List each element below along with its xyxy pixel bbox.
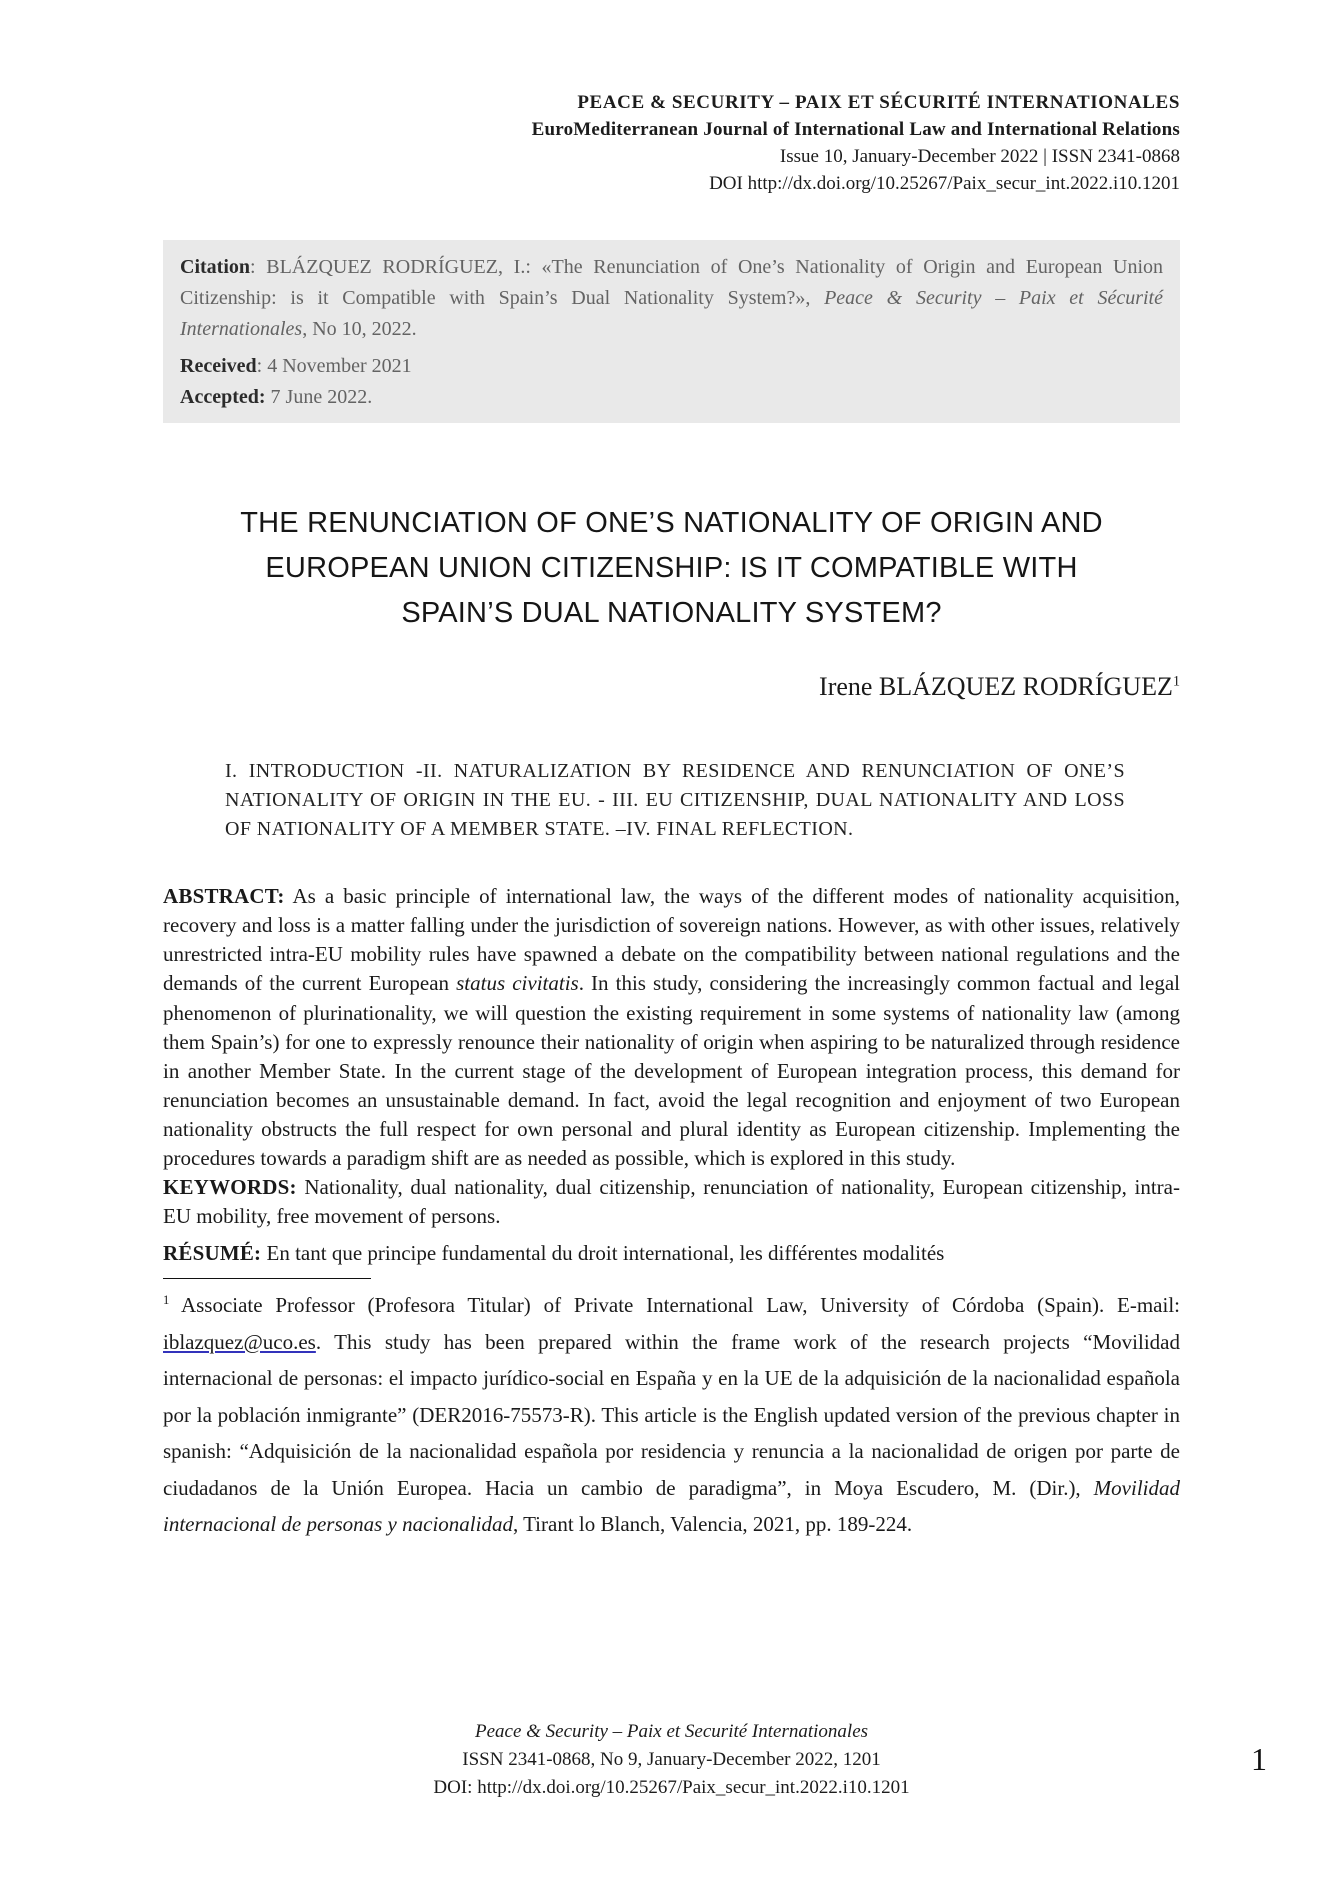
issue-line: Issue 10, January-December 2022 | ISSN 2341-0868 (779, 145, 1180, 167)
received-label: Received (180, 354, 257, 377)
article-title-line-2: EUROPEAN UNION CITIZENSHIP: IS IT COMPATIBLE WITH (265, 551, 1078, 584)
citation-journal-name: Peace & Security – Paix et Sécurité Internationales (180, 286, 1163, 340)
citation-paragraph (180, 252, 1163, 345)
abstract-italic-term: status civitatis (456, 971, 579, 996)
article-body (163, 882, 1180, 1268)
accepted-line (180, 382, 1163, 413)
resume-text: En tant que principe fundamental du droit international, les différentes modalités (261, 1241, 945, 1266)
keywords-label: KEYWORDS: (163, 1175, 297, 1200)
footnote-ref-marker: 1 (163, 1293, 170, 1308)
page-footer (163, 1718, 1180, 1802)
article-title (163, 501, 1180, 636)
footnote-segment-3: , Tirant lo Blanch, Valencia, 2021, pp. 189-224. (512, 1512, 913, 1537)
received-value: : 4 November 2021 (256, 354, 412, 377)
footer-doi-line: DOI: http://dx.doi.org/10.25267/Paix_secur_int.2022.i10.1201 (433, 1777, 910, 1799)
author-line (163, 672, 1180, 702)
footnote-segment-2: . This study has been prepared within the frame work of the research projects “Movilidad internacional de personas: el impacto jurídico-social en España y en la UE de la adquisición de la nacionalidad española por la población inmigrante” (DER2016-75573-R). This article is the English updated version of the previous chapter in spanish: “Adquisición de la nacionalidad española por residencia y renuncia a la nacionalidad de origen por parte de ciudadanos de la Unión Europea. Hacia un cambio de paradigma”, in Moya Escudero, M. (Dir.), (163, 1329, 1180, 1500)
abstract-segment-1: As a basic principle of international law, the ways of the different modes of nationality acquisition, recovery and loss is a matter falling under the jurisdiction of sovereign nations. However, as with other issues, relatively unrestricted intra-EU mobility rules have spawned a debate on the compatibility between national regulations and the demands of the current European (163, 884, 1180, 996)
author-footnote-ref: 1 (1172, 673, 1180, 690)
abstract-segment-2: . In this study, considering the increasingly common factual and legal phenomenon of plurinationality, we will question the existing requirement in some systems of nationality law (among them Spain’s) for one to expressly renounce their nationality of origin when aspiring to be naturalized through residence in another Member State. In the current stage of the development of European integration process, this demand for renunciation becomes an unsustainable demand. In fact, avoid the legal recognition and enjoyment of two European nationality obstructs the full respect for own personal and plural identity as European citizenship. Implementing the procedures towards a paradigm shift are as needed as possible, which is explored in this study. (163, 971, 1180, 1170)
footnote-book-title: Movilidad internacional de personas y nacionalidad (163, 1475, 1180, 1537)
journal-masthead (163, 90, 1180, 198)
resume-paragraph (163, 1239, 1180, 1268)
citation-box (163, 240, 1180, 423)
resume-label: RÉSUMÉ: (163, 1241, 262, 1266)
accepted-value: 7 June 2022. (265, 385, 373, 408)
citation-label: Citation (180, 255, 250, 278)
footnote-1 (163, 1287, 1180, 1543)
keywords-paragraph (163, 1173, 1180, 1231)
abstract-paragraph (163, 882, 1180, 1173)
footer-journal-name: Peace & Security – Paix et Securité Internationales (474, 1721, 869, 1743)
abstract-label: ABSTRACT: (163, 884, 285, 909)
article-title-line-3: SPAIN’S DUAL NATIONALITY SYSTEM? (401, 596, 942, 629)
journal-subtitle: EuroMediterranean Journal of International Law and International Relations (531, 118, 1180, 140)
footnote-segment-1: Associate Professor (Profesora Titular) of Private International Law, University of Córdoba (Spain). E-mail: (169, 1293, 1180, 1318)
received-line (180, 351, 1163, 382)
header-doi-line: DOI http://dx.doi.org/10.25267/Paix_secur_int.2022.i10.1201 (709, 172, 1180, 194)
citation-body: : BLÁZQUEZ RODRÍGUEZ, I.: «The Renunciation of One’s Nationality of Origin and European Union Citizenship: is it Compatible with Spain’s Dual Nationality System?», (180, 255, 1163, 309)
author-name: Irene BLÁZQUEZ RODRÍGUEZ (819, 671, 1173, 701)
footer-issn-line: ISSN 2341-0868, No 9, January-December 2022, 1201 (462, 1749, 881, 1771)
article-title-line-1: THE RENUNCIATION OF ONE’S NATIONALITY OF ORIGIN AND (240, 506, 1103, 539)
page-number: 1 (1251, 1741, 1267, 1777)
footnote-separator (163, 1278, 371, 1279)
journal-title: PEACE & SECURITY – PAIX ET SÉCURITÉ INTERNATIONALES (577, 92, 1180, 113)
article-outline: I. INTRODUCTION -II. NATURALIZATION BY RESIDENCE AND RENUNCIATION OF ONE’S NATIONALITY OF ORIGIN IN THE EU. - III. EU CITIZENSHIP, DUAL NATIONALITY AND LOSS OF NATIONALITY OF A MEMBER STATE. –IV. FINAL REFLECTION. (225, 759, 1125, 841)
email-link[interactable]: iblazquez@uco.es (163, 1329, 316, 1354)
accepted-label: Accepted: (180, 385, 266, 408)
keywords-text: Nationality, dual nationality, dual citizenship, renunciation of nationality, European citizenship, intra-EU mobility, free movement of persons. (163, 1175, 1180, 1229)
citation-tail: , No 10, 2022. (302, 317, 417, 340)
